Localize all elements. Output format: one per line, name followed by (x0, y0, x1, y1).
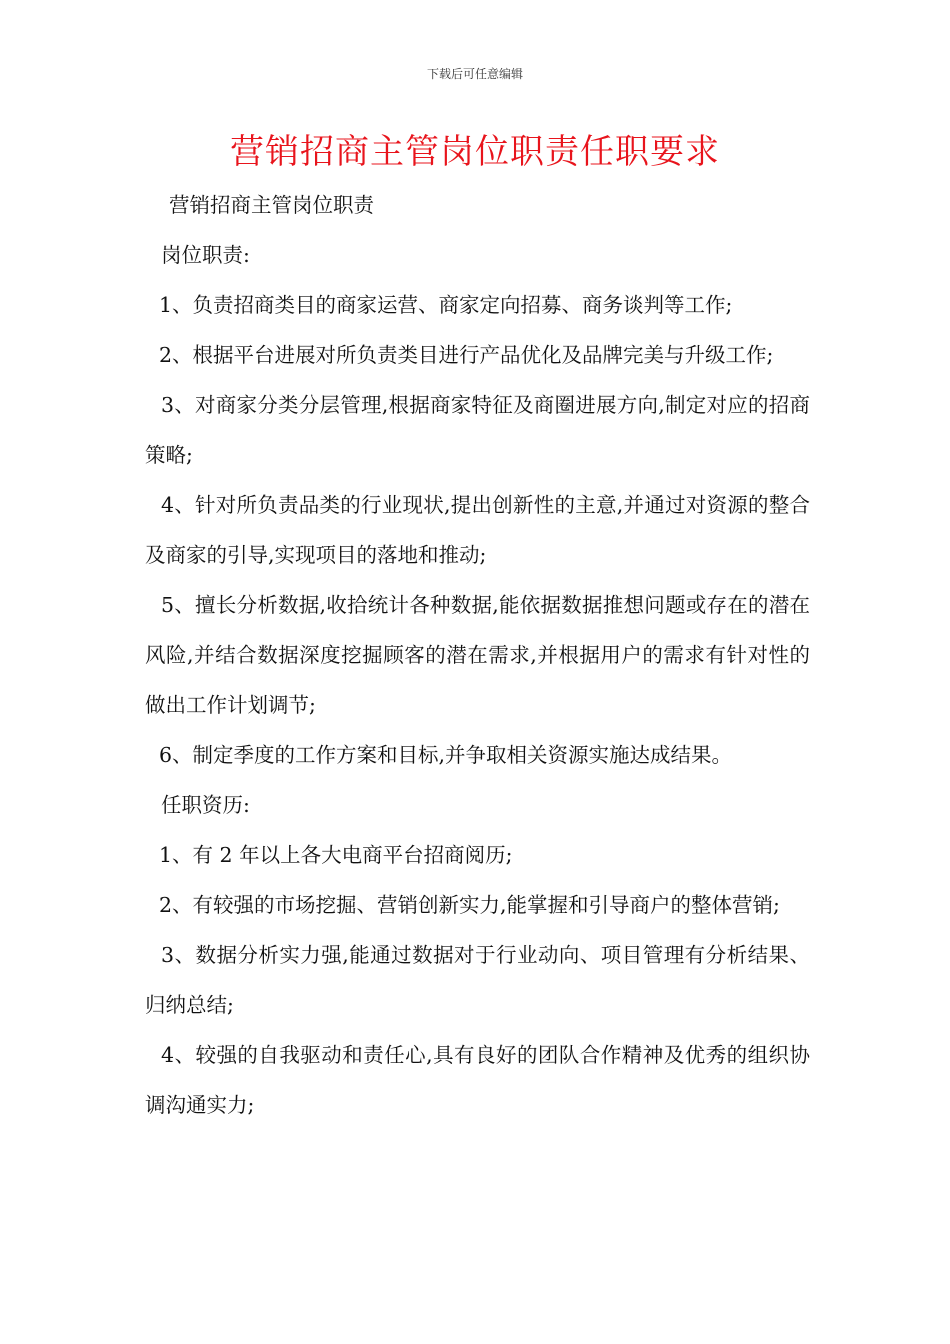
qualification-item: 2、有较强的市场挖掘、营销创新实力,能掌握和引导商户的整体营销; (159, 893, 780, 917)
header-note: 下载后可任意编辑 (426, 67, 523, 81)
document-title: 营销招商主管岗位职责任职要求 (230, 132, 720, 172)
document-body (145, 180, 810, 1130)
qualification-item: 4、较强的自我驱动和责任心,具有良好的团队合作精神及优秀的组织协调沟通实力; (145, 1043, 810, 1117)
duty-item: 2、根据平台进展对所负责类目进行产品优化及品牌完美与升级工作; (159, 343, 774, 367)
duty-item: 1、负责招商类目的商家运营、商家定向招募、商务谈判等工作; (159, 293, 733, 317)
qualification-item: 3、数据分析实力强,能通过数据对于行业动向、项目管理有分析结果、归纳总结; (145, 943, 810, 1017)
duty-item: 6、制定季度的工作方案和目标,并争取相关资源实施达成结果。 (159, 743, 733, 767)
document-subtitle: 营销招商主管岗位职责 (169, 193, 374, 217)
duty-item: 5、擅长分析数据,收拾统计各种数据,能依据数据推想问题或存在的潜在风险,并结合数据深度挖掘顾客的潜在需求,并根据用户的需求有针对性的做出工作计划调节; (145, 593, 810, 717)
qualification-item: 1、有 2 年以上各大电商平台招商阅历; (159, 843, 513, 867)
duty-item: 4、针对所负责品类的行业现状,提出创新性的主意,并通过对资源的整合及商家的引导,实现项目的落地和推动; (145, 493, 810, 567)
duties-heading: 岗位职责: (161, 243, 250, 267)
qualifications-heading: 任职资历: (161, 793, 250, 817)
duty-item: 3、对商家分类分层管理,根据商家特征及商圈进展方向,制定对应的招商策略; (145, 393, 810, 467)
